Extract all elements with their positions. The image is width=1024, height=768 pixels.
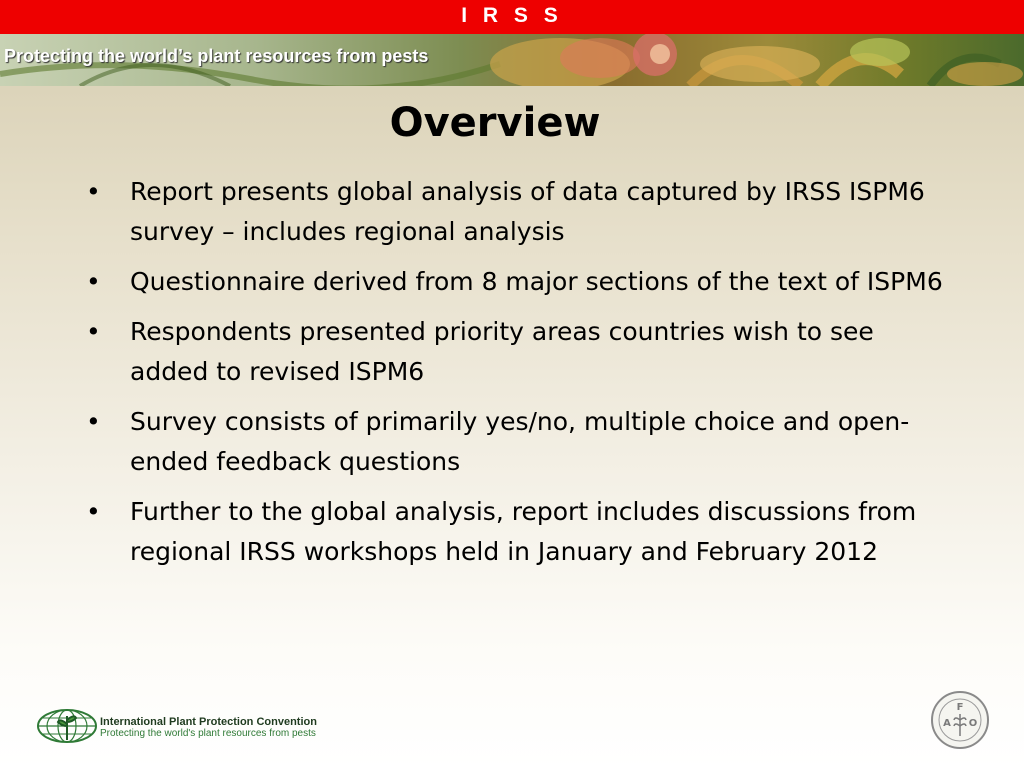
ippc-logo xyxy=(36,706,317,746)
bullet-text: Report presents global analysis of data captured by IRSS ISPM6 survey – includes regional analysis xyxy=(130,177,925,246)
bullet-item xyxy=(86,262,956,302)
ippc-globe-plant-icon xyxy=(36,706,98,746)
bullet-text: Respondents presented priority areas countries wish to see added to revised ISPM6 xyxy=(130,317,874,386)
bullet-text: Survey consists of primarily yes/no, multiple choice and open-ended feedback questions xyxy=(130,407,910,476)
ippc-name: International Plant Protection Convention xyxy=(100,716,317,728)
bullet-item xyxy=(86,402,956,482)
banner-tagline: Protecting the world’s plant resources from pests xyxy=(4,46,429,66)
bullet-text: Further to the global analysis, report includes discussions from regional IRSS workshops held in January and February 2012 xyxy=(130,497,917,566)
bullet-marker: • xyxy=(86,177,101,206)
svg-text:A: A xyxy=(943,718,951,729)
bullet-list xyxy=(86,172,956,582)
top-bar-title: I R S S xyxy=(461,4,563,27)
bullet-marker: • xyxy=(86,267,101,296)
header-banner xyxy=(0,34,1024,86)
fao-seal-icon xyxy=(930,690,990,750)
ippc-tagline: Protecting the world's plant resources from pests xyxy=(100,728,316,739)
top-bar xyxy=(0,0,1024,34)
bullet-item xyxy=(86,492,956,572)
bullet-marker: • xyxy=(86,317,101,346)
bullet-marker: • xyxy=(86,407,101,436)
svg-text:F: F xyxy=(956,702,964,713)
bullet-item xyxy=(86,172,956,252)
slide-title: Overview xyxy=(389,100,601,146)
bullet-item xyxy=(86,312,956,392)
svg-text:O: O xyxy=(968,718,978,729)
bullet-marker: • xyxy=(86,497,101,526)
bullet-text: Questionnaire derived from 8 major sections of the text of ISPM6 xyxy=(130,267,943,296)
